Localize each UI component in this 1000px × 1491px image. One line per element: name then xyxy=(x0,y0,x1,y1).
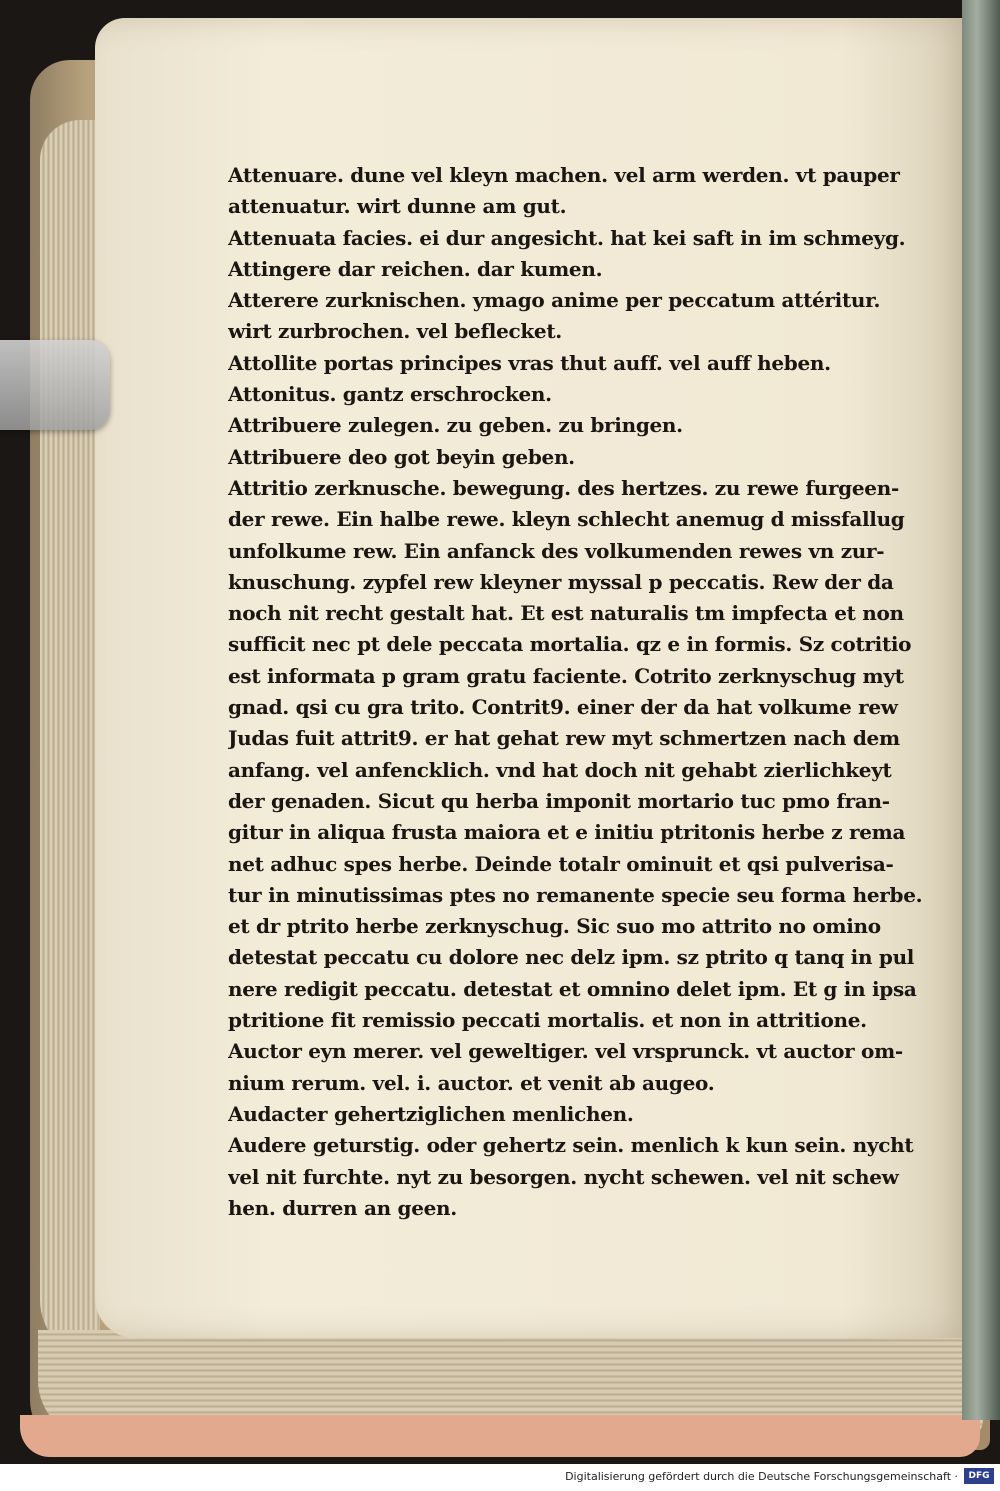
text-line: Attollite portas principes vras thut auff. vel auff heben. xyxy=(228,350,831,375)
book-gutter xyxy=(962,0,1000,1420)
text-line: Attribuere zulegen. zu geben. zu bringen. xyxy=(228,413,683,438)
text-line: anfang. vel anfencklich. vnd hat doch nit gehabt zierlichkeyt xyxy=(228,757,892,782)
text-line: der genaden. Sicut qu herba imponit mortario tuc pmo fran- xyxy=(228,788,890,813)
text-line: Audere geturstig. oder gehertz sein. menlich k kun sein. nycht xyxy=(228,1133,914,1158)
text-line: Atterere zurknischen. ymago anime per peccatum attéritur. xyxy=(228,288,881,313)
book-cover-bottom xyxy=(20,1415,980,1457)
text-line: attenuatur. wirt dunne am gut. xyxy=(228,194,567,219)
text-line: Attritio zerknusche. bewegung. des hertzes. zu rewe furgeen- xyxy=(228,475,899,500)
text-line: noch nit recht gestalt hat. Et est naturalis tm impfecta et non xyxy=(228,601,904,626)
text-line: sufficit nec pt dele peccata mortalia. qz e in formis. Sz cotritio xyxy=(228,632,912,657)
text-line: Attribuere deo got beyin geben. xyxy=(228,444,575,469)
text-line: Audacter gehertziglichen menlichen. xyxy=(228,1101,634,1126)
text-line: vel nit furchte. nyt zu besorgen. nycht schewen. vel nit schew xyxy=(228,1164,899,1189)
text-line: Attenuare. dune vel kleyn machen. vel arm werden. vt pauper xyxy=(228,163,900,187)
text-line: Judas fuit attrit9. er hat gehat rew myt schmertzen nach dem xyxy=(228,726,900,751)
text-line: gitur in aliqua frusta maiora et e initiu ptritonis herbe z rema xyxy=(228,820,906,845)
text-line: knuschung. zypfel rew kleyner myssal p peccatis. Rew der da xyxy=(228,569,894,594)
text-line: est informata p gram gratu faciente. Cotrito zerknyschug myt xyxy=(228,663,904,688)
text-line: et dr ptrito herbe zerknyschug. Sic suo mo attrito no omino xyxy=(228,914,881,939)
text-line: wirt zurbrochen. vel beflecket. xyxy=(228,319,562,344)
text-line: Attenuata facies. ei dur angesicht. hat kei saft in im schmeyg. xyxy=(228,225,906,250)
text-line: Attonitus. gantz erschrocken. xyxy=(228,382,552,407)
page-text xyxy=(228,160,938,1224)
text-line: unfolkume rew. Ein anfanck des volkumenden rewes vn zur- xyxy=(228,538,885,563)
page-weight-clamp xyxy=(0,340,110,430)
text-line: ptritione fit remissio peccati mortalis. et non in attritione. xyxy=(228,1008,867,1033)
text-line: nium rerum. vel. i. auctor. et venit ab augeo. xyxy=(228,1070,715,1095)
text-line: hen. durren an geen. xyxy=(228,1195,457,1220)
page-stack-left xyxy=(40,120,100,1360)
text-line: detestat peccatu cu dolore nec delz ipm. sz ptrito q tanq in pul xyxy=(228,945,915,970)
text-line: Auctor eyn merer. vel geweltiger. vel vrsprunck. vt auctor om- xyxy=(228,1039,903,1064)
dfg-logo-icon: DFG xyxy=(964,1468,994,1484)
text-line: Attingere dar reichen. dar kumen. xyxy=(228,256,603,281)
text-line: nere redigit peccatu. detestat et omnino delet ipm. Et g in ipsa xyxy=(228,976,917,1001)
text-line: der rewe. Ein halbe rewe. kleyn schlecht anemug d missfallug xyxy=(228,507,905,532)
text-line: net adhuc spes herbe. Deinde totalr ominuit et qsi pulverisa- xyxy=(228,851,894,876)
text-line: tur in minutissimas ptes no remanente specie seu forma herbe. xyxy=(228,882,923,907)
digitization-credit: Digitalisierung gefördert durch die Deutsche Forschungsgemeinschaft · xyxy=(565,1470,958,1483)
footer-bar xyxy=(0,1464,1000,1491)
text-line: gnad. qsi cu gra trito. Contrit9. einer der da hat volkume rew xyxy=(228,695,898,720)
